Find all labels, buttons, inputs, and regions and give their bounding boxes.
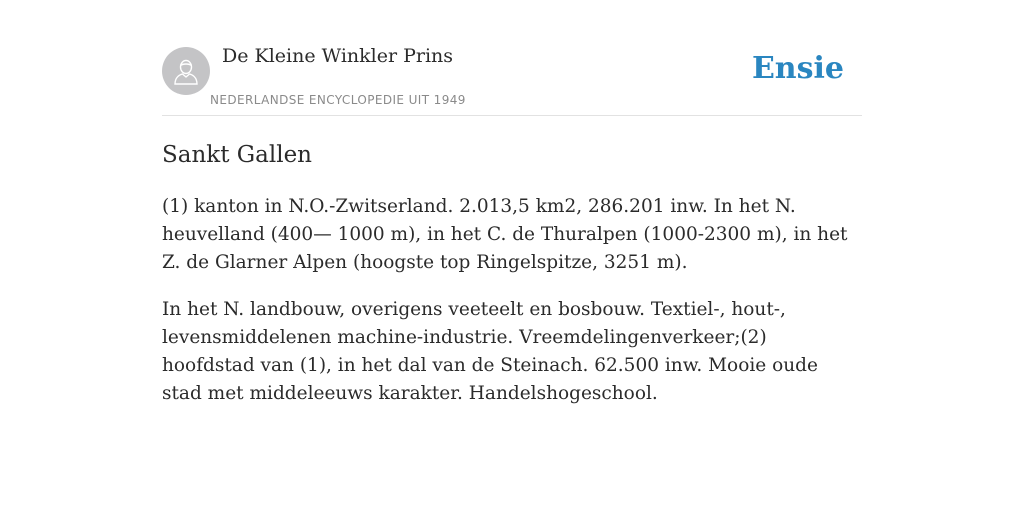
article-paragraph-2: In het N. landbouw, overigens veeteelt en bosbouw. Textiel-, hout-, levensmiddelenen machine-industrie. Vreemdelingenverkeer;(2) hoofdstad van (1), in het dal van de Steinach. 62.500 inw. Mooie oude stad met middeleeuws karakter. Handelshogeschool. <box>162 299 818 404</box>
article-title: Sankt Gallen <box>162 142 312 168</box>
avatar[interactable] <box>162 47 210 95</box>
source-subtitle: NEDERLANDSE ENCYCLOPEDIE UIT 1949 <box>210 93 466 107</box>
source-header <box>162 0 862 116</box>
page-container <box>162 0 862 408</box>
source-title[interactable]: De Kleine Winkler Prins <box>222 45 454 67</box>
article-paragraph-1: (1) kanton in N.O.-Zwitserland. 2.013,5 km2, 286.201 inw. In het N. heuvelland (400— 1000 m), in het C. de Thuralpen (1000-2300 m), in het Z. de Glarner Alpen (hoogste top Ringelspitze, 3251 m). <box>162 196 848 273</box>
user-icon <box>171 56 201 86</box>
ensie-logo-link[interactable]: Ensie <box>751 51 844 86</box>
